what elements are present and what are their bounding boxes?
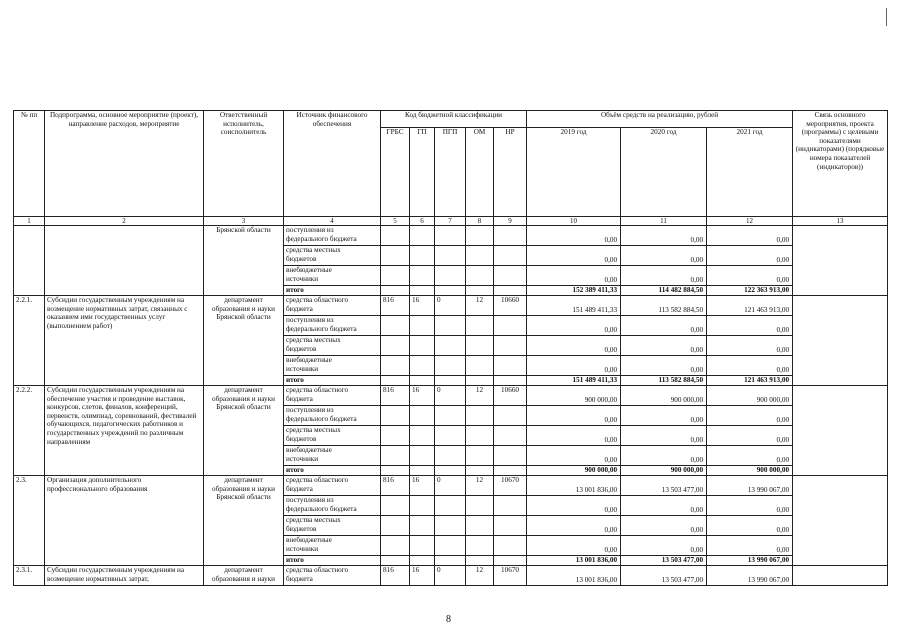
row-om [466,466,494,476]
row-om: 12 [466,476,494,496]
header-np: НР [494,128,527,217]
row-2021: 13 990 067,00 [707,556,793,566]
row-source: итого [284,376,381,386]
row-2021: 13 990 067,00 [707,476,793,496]
row-pgp [435,536,466,556]
row-executor: департамент образования и науки Брянской области [204,476,284,566]
row-2021: 13 990 067,00 [707,566,793,586]
row-pgp [435,226,466,246]
row-2020: 0,00 [621,516,707,536]
row-om [466,446,494,466]
row-gp [410,516,435,536]
row-grbs [381,556,410,566]
row-grbs: 816 [381,476,410,496]
row-2019: 900 000,00 [527,466,621,476]
column-number: 7 [435,217,466,226]
row-np [494,226,527,246]
row-gp [410,286,435,296]
row-om [466,516,494,536]
row-2019: 152 389 411,33 [527,286,621,296]
budget-table-body [14,226,888,586]
row-executor: департамент образования и науки Брянской области [204,386,284,476]
row-2019: 0,00 [527,316,621,336]
row-np [494,466,527,476]
row-grbs [381,536,410,556]
row-om [466,316,494,336]
row-source: внебюджетные источники [284,446,381,466]
row-source: средства местных бюджетов [284,336,381,356]
row-2020: 0,00 [621,426,707,446]
row-2020: 113 582 884,50 [621,376,707,386]
row-2019: 0,00 [527,246,621,266]
row-gp [410,496,435,516]
row-pgp [435,466,466,476]
row-executor: Брянской области [204,226,284,296]
row-om: 12 [466,566,494,586]
row-2020: 0,00 [621,336,707,356]
row-2020: 0,00 [621,536,707,556]
row-2020: 0,00 [621,316,707,336]
column-number: 3 [204,217,284,226]
row-source: внебюджетные источники [284,356,381,376]
row-source: поступления из федерального бюджета [284,496,381,516]
header-executor: Ответственный исполнитель, соисполнитель [204,111,284,217]
header-2020: 2020 год [621,128,707,217]
row-2021: 0,00 [707,496,793,516]
row-2019: 13 001 836,00 [527,476,621,496]
row-source: итого [284,466,381,476]
row-subprogram [45,226,204,296]
row-np [494,446,527,466]
row-2020: 0,00 [621,246,707,266]
row-pgp [435,426,466,446]
header-subprogram: Подпрограмма, основное мероприятие (проект), направление расходов, мероприятие [45,111,204,217]
row-pgp [435,556,466,566]
row-np [494,266,527,286]
row-gp [410,406,435,426]
column-number: 10 [527,217,621,226]
row-pgp: 0 [435,476,466,496]
row-2019: 0,00 [527,516,621,536]
row-grbs [381,466,410,476]
row-grbs [381,246,410,266]
row-gp [410,536,435,556]
row-pgp [435,336,466,356]
row-2020: 900 000,00 [621,386,707,406]
row-2021: 0,00 [707,316,793,336]
row-grbs [381,406,410,426]
row-link [793,296,888,386]
row-pgp [435,446,466,466]
row-source: средства областного бюджета [284,476,381,496]
header-2021: 2021 год [707,128,793,217]
row-2021: 0,00 [707,356,793,376]
row-2019: 151 489 411,33 [527,296,621,316]
row-2021: 0,00 [707,266,793,286]
row-2019: 0,00 [527,356,621,376]
row-np [494,556,527,566]
table-row [14,386,888,406]
row-2019: 0,00 [527,426,621,446]
row-subprogram: Субсидии государственным учреждениям на обеспечение участия и проведение выставок, конкурсов, слетов, финалов, конференций, первенств, олимпиад, соревнований, фестивалей обучающихся, педагогических работников и государственных учреждений по различным направлениям [45,386,204,476]
row-gp [410,316,435,336]
row-om [466,406,494,426]
column-number: 5 [381,217,410,226]
row-grbs [381,226,410,246]
row-grbs [381,496,410,516]
row-om [466,426,494,446]
row-2019: 151 489 411,33 [527,376,621,386]
row-number [14,226,45,296]
row-2019: 13 001 836,00 [527,566,621,586]
row-grbs [381,426,410,446]
row-2019: 0,00 [527,536,621,556]
row-2021: 0,00 [707,446,793,466]
row-2021: 900 000,00 [707,466,793,476]
row-om [466,556,494,566]
row-executor: департамент образования и науки Брянской области [204,296,284,386]
row-source: итого [284,556,381,566]
row-np [494,356,527,376]
row-pgp [435,496,466,516]
row-2020: 13 503 477,00 [621,476,707,496]
header-volume: Объём средств на реализацию, рублей [527,111,793,128]
row-source: поступления из федерального бюджета [284,316,381,336]
row-2021: 122 363 913,00 [707,286,793,296]
row-om [466,246,494,266]
row-2020: 0,00 [621,226,707,246]
row-pgp [435,406,466,426]
table-row [14,476,888,496]
row-grbs: 816 [381,296,410,316]
row-number: 2.3.1. [14,566,45,586]
row-2021: 0,00 [707,426,793,446]
row-2021: 121 463 913,00 [707,376,793,386]
row-np: 10670 [494,476,527,496]
row-source: средства областного бюджета [284,386,381,406]
row-pgp: 0 [435,566,466,586]
row-np [494,336,527,356]
header-pgp: ПГП [435,128,466,217]
row-2020: 0,00 [621,496,707,516]
row-source: средства областного бюджета [284,296,381,316]
row-pgp [435,516,466,536]
row-grbs [381,376,410,386]
row-om [466,536,494,556]
row-2019: 0,00 [527,496,621,516]
row-gp [410,356,435,376]
row-pgp [435,286,466,296]
row-2020: 113 582 884,50 [621,296,707,316]
row-gp [410,466,435,476]
row-np [494,496,527,516]
row-2019: 900 000,00 [527,386,621,406]
row-2020: 0,00 [621,356,707,376]
row-source: средства областного бюджета [284,566,381,586]
row-2021: 0,00 [707,336,793,356]
column-number: 9 [494,217,527,226]
row-2020: 0,00 [621,266,707,286]
column-number: 8 [466,217,494,226]
row-pgp [435,246,466,266]
page-edge-mark [886,8,887,26]
row-om: 12 [466,386,494,406]
row-2021: 0,00 [707,226,793,246]
row-gp [410,426,435,446]
row-source: итого [284,286,381,296]
row-gp [410,556,435,566]
column-number: 12 [707,217,793,226]
row-np [494,536,527,556]
row-om [466,266,494,286]
row-2020: 0,00 [621,446,707,466]
row-link [793,386,888,476]
row-grbs: 816 [381,386,410,406]
header-gp: ГП [410,128,435,217]
row-grbs [381,356,410,376]
row-subprogram: Субсидии государственным учреждениям на возмещение нормативных затрат, [45,566,204,586]
row-2019: 0,00 [527,266,621,286]
header-om: ОМ [466,128,494,217]
row-2020: 13 503 477,00 [621,566,707,586]
row-gp [410,226,435,246]
row-pgp [435,356,466,376]
row-grbs [381,286,410,296]
row-2019: 0,00 [527,226,621,246]
row-om: 12 [466,296,494,316]
table-row [14,296,888,316]
row-np [494,516,527,536]
row-source: средства местных бюджетов [284,426,381,446]
row-gp [410,266,435,286]
row-2021: 0,00 [707,516,793,536]
row-link [793,226,888,296]
row-grbs [381,316,410,336]
row-2020: 900 000,00 [621,466,707,476]
row-pgp [435,376,466,386]
row-om [466,356,494,376]
row-gp [410,246,435,266]
row-np [494,316,527,336]
row-2021: 121 463 913,00 [707,296,793,316]
row-grbs [381,336,410,356]
header-budget-code: Код бюджетной классификации [381,111,527,128]
row-np [494,286,527,296]
column-number: 13 [793,217,888,226]
column-number: 2 [45,217,204,226]
row-om [466,226,494,246]
row-np [494,246,527,266]
row-source: внебюджетные источники [284,266,381,286]
row-np [494,426,527,446]
row-om [466,496,494,516]
row-2019: 0,00 [527,336,621,356]
header-link: Связь основного мероприятия, проекта (программы) с целевыми показателями (индикаторами) (порядковые номера показателей (индикаторов)) [793,111,888,217]
row-2019: 13 001 836,00 [527,556,621,566]
row-number: 2.2.1. [14,296,45,386]
row-link [793,476,888,566]
row-source: внебюджетные источники [284,536,381,556]
row-2021: 900 000,00 [707,386,793,406]
row-gp: 16 [410,476,435,496]
row-number: 2.2.2. [14,386,45,476]
page-number: 8 [446,614,451,625]
header-num: № пп [14,111,45,217]
row-gp [410,336,435,356]
row-om [466,336,494,356]
row-source: средства местных бюджетов [284,516,381,536]
column-number: 11 [621,217,707,226]
row-subprogram: Субсидии государственным учреждениям на возмещение нормативных затрат, связанных с оказанием ими государственных услуг (выполнением работ) [45,296,204,386]
row-2021: 0,00 [707,536,793,556]
row-pgp: 0 [435,296,466,316]
row-np [494,406,527,426]
row-link [793,566,888,586]
column-number-row [14,217,888,226]
header-grbs: ГРБС [381,128,410,217]
row-grbs [381,516,410,536]
row-2019: 0,00 [527,446,621,466]
row-number: 2.3. [14,476,45,566]
row-source: средства местных бюджетов [284,246,381,266]
row-2020: 13 503 477,00 [621,556,707,566]
row-np [494,376,527,386]
column-number: 1 [14,217,45,226]
row-pgp [435,266,466,286]
row-gp: 16 [410,386,435,406]
row-executor: департамент образования и науки [204,566,284,586]
budget-table-sheet [13,110,887,586]
row-subprogram: Организация дополнительного профессионального образования [45,476,204,566]
row-grbs: 816 [381,566,410,586]
row-pgp: 0 [435,386,466,406]
row-np: 10660 [494,296,527,316]
row-om [466,286,494,296]
row-gp: 16 [410,566,435,586]
table-row [14,566,888,586]
row-source: поступления из федерального бюджета [284,226,381,246]
row-om [466,376,494,386]
row-gp: 16 [410,296,435,316]
row-np: 10660 [494,386,527,406]
row-pgp [435,316,466,336]
table-row [14,226,888,246]
column-number: 4 [284,217,381,226]
row-2021: 0,00 [707,246,793,266]
column-number: 6 [410,217,435,226]
row-source: поступления из федерального бюджета [284,406,381,426]
budget-table [13,110,888,586]
row-gp [410,376,435,386]
header-source: Источник финансового обеспечения [284,111,381,217]
header-2019: 2019 год [527,128,621,217]
row-2019: 0,00 [527,406,621,426]
row-2020: 114 482 884,50 [621,286,707,296]
row-np: 10670 [494,566,527,586]
row-2021: 0,00 [707,406,793,426]
row-gp [410,446,435,466]
row-grbs [381,446,410,466]
row-grbs [381,266,410,286]
row-2020: 0,00 [621,406,707,426]
